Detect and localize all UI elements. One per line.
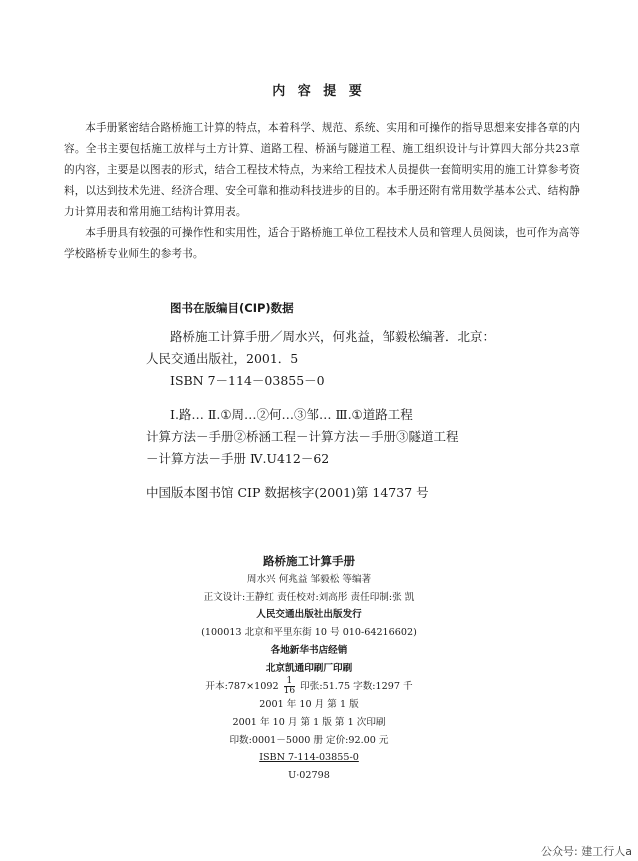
colophon <box>150 552 468 785</box>
colophon-format <box>150 677 468 696</box>
cip-isbn: ISBN 7－114－03855－0 <box>170 373 325 388</box>
cip-verify-number: 中国版本图书馆 CIP 数据核字(2001)第 14737 号 <box>146 485 429 500</box>
cip-subject-line-2: 计算方法－手册②桥涵工程－计算方法－手册③隧道工程 <box>146 429 459 444</box>
format-fraction-den: 16 <box>283 686 296 697</box>
colophon-authors: 周水兴 何兆益 邹毅松 等编著 <box>246 574 372 585</box>
watermark-footer: 公众号: 建工行人a <box>541 845 632 858</box>
colophon-isbn: ISBN 7-114-03855-0 <box>259 752 359 764</box>
colophon-edition: 2001 年 10 月 第 1 版 <box>259 699 359 711</box>
colophon-printer: 北京凯通印刷厂印刷 <box>265 662 353 674</box>
format-suffix: 印张:51.75 字数:1297 千 <box>300 681 413 693</box>
colophon-publisher: 人民交通出版社出版发行 <box>256 609 362 621</box>
colophon-print-count: 印数:0001－5000 册 定价:92.00 元 <box>229 734 389 746</box>
format-fraction <box>284 677 295 696</box>
cip-heading: 图书在版编目(CIP)数据 <box>170 301 294 315</box>
cip-subject-line-1: Ⅰ.路… Ⅱ.①周…②何…③邹… Ⅲ.①道路工程 <box>170 407 413 422</box>
format-fraction-num: 1 <box>284 677 295 687</box>
cip-entry-line-1: 路桥施工计算手册／周水兴，何兆益，邹毅松编著．北京： <box>170 329 496 344</box>
colophon-class-code: U·02798 <box>288 770 330 782</box>
summary-title: 内 容 提 要 <box>272 84 366 99</box>
summary-body <box>64 118 580 265</box>
format-prefix: 开本:787×1092 <box>205 681 279 693</box>
colophon-address: (100013 北京和平里东街 10 号 010-64216602) <box>201 627 417 639</box>
colophon-book-title: 路桥施工计算手册 <box>263 554 355 568</box>
summary-paragraph-1: 本手册紧密结合路桥施工计算的特点，本着科学、规范、系统、实用和可操作的指导思想来安排各章的内容。全书主要包括施工放样与土方计算、道路工程、桥涵与隧道工程、施工组织设计与计算四大部分共23章的内容，主要是以图表的形式，结合工程技术特点，为来给工程技术人员提供一套简明实用的施工计算参考资料，以达到技术先进、经济合理、安全可靠和推动科技进步的目的。本手册还附有常用数学基本公式、结构静力计算用表和常用施工结构计算用表。 <box>64 122 580 218</box>
cip-record <box>146 326 536 504</box>
colophon-printing: 2001 年 10 月 第 1 版 第 1 次印刷 <box>232 716 386 728</box>
cip-entry-line-2: 人民交通出版社，2001．5 <box>146 351 299 366</box>
colophon-editors: 正文设计:王静红 责任校对:刘高彤 责任印制:张 凯 <box>203 591 415 603</box>
summary-paragraph-2: 本手册具有较强的可操作性和实用性，适合于路桥施工单位工程技术人员和管理人员阅读，也可作为高等学校路桥专业师生的参考书。 <box>64 227 580 260</box>
cip-subject-line-3: －计算方法－手册 Ⅳ.U412－62 <box>146 451 330 466</box>
colophon-distributor: 各地新华书店经销 <box>270 644 348 656</box>
